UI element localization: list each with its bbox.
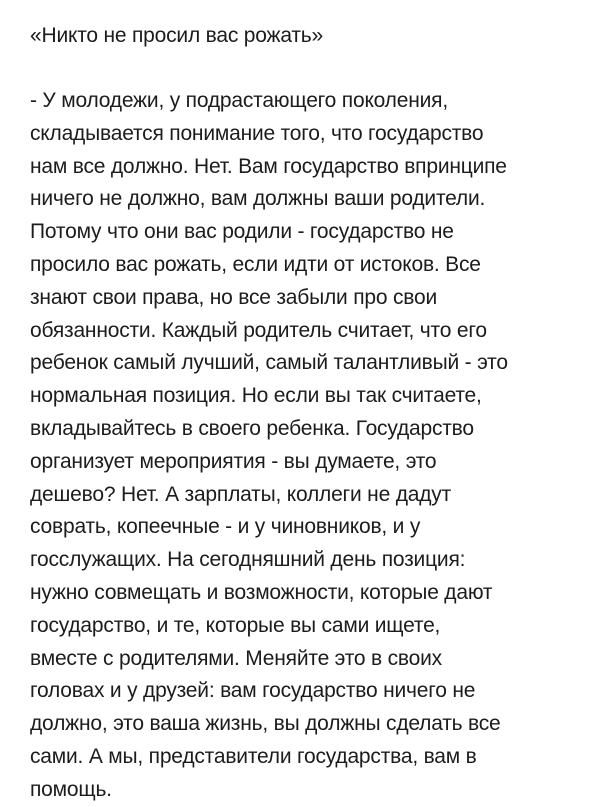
text-line: головах и у друзей: вам государство ничего не xyxy=(30,679,476,703)
quote-body xyxy=(30,85,570,807)
text-line: помощь. xyxy=(30,777,112,801)
text-line: знают свои права, но все забыли про свои xyxy=(30,285,437,309)
text-line: складывается понимание того, что государство xyxy=(30,121,484,145)
paragraph-spacer xyxy=(30,52,570,85)
text-line: просило вас рожать, если идти от истоков. Все xyxy=(30,252,481,276)
text-line: ребенок самый лучший, самый талантливый - это xyxy=(30,351,508,375)
text-line: сами. А мы, представители государства, вам в xyxy=(30,744,477,768)
text-line: должно, это ваша жизнь, вы должны сделать все xyxy=(30,712,501,736)
text-line: нам все должно. Нет. Вам государство впринципе xyxy=(30,154,507,178)
text-line: вкладывайтесь в своего ребенка. Государство xyxy=(30,416,474,440)
text-line: обязанности. Каждый родитель считает, что его xyxy=(30,318,487,342)
text-line: соврать, копеечные - и у чиновников, и у xyxy=(30,515,421,539)
text-line: вместе с родителями. Меняйте это в своих xyxy=(30,646,442,670)
text-line: организует мероприятия - вы думаете, это xyxy=(30,449,437,473)
text-line: дешево? Нет. А зарплаты, коллеги не дадут xyxy=(30,482,451,506)
text-line: нужно совмещать и возможности, которые дают xyxy=(30,580,493,604)
quote-title: «Никто не просил вас рожать» xyxy=(30,24,324,47)
text-line: ничего не должно, вам должны ваши родители. xyxy=(30,187,486,211)
text-line: нормальная позиция. Но если вы так считаете, xyxy=(30,384,482,408)
text-line: Потому что они вас родили - государство не xyxy=(30,220,454,244)
text-line: госслужащих. На сегодняшний день позиция: xyxy=(30,548,466,572)
text-line: - У молодежи, у подрастающего поколения, xyxy=(30,89,448,112)
text-line: государство, и те, которые вы сами ищете, xyxy=(30,613,441,637)
